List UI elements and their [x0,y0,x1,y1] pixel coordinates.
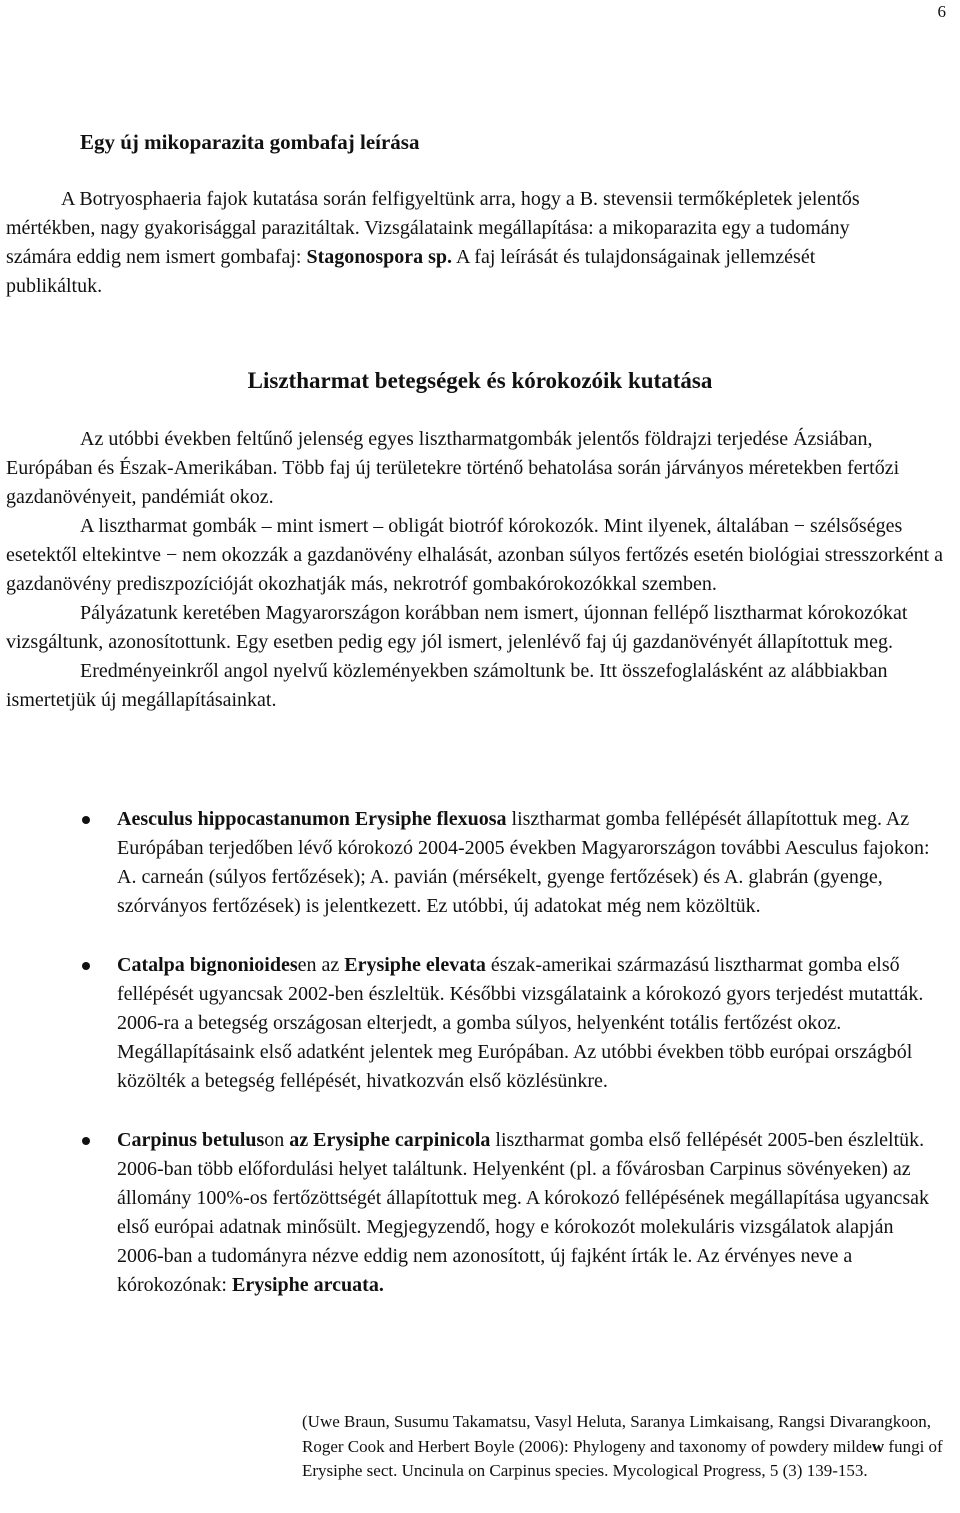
text-run: lisztharmat gomba első fellépését 2005-ben észleltük. 2006-ban több előfordulási helyet találtunk. Helyenként (pl. a fővárosban Carpinus sövényeken) az állomány 100%-os fertőzöttségét állapítottuk meg. A kórokozó fellépésének megállapítása ugyancsak első európai adatnak minősült. Megjegyzendő, hogy e kórokozót molekuláris vizsgálatok alapján 2006-ban a tudományra nézve eddig nem azonosított, új fajként írták le. Az érvényes neve a kórokozónak: [117,1129,929,1296]
bullet-icon [82,1137,90,1145]
section-title-mycoparasite: Egy új mikoparazita gombafaj leírása [80,130,420,154]
text-run: fungi of Erysiphe sect. Uncinula on Carpinus species. Mycological Progress, 5 (3) 139-153. [302,1436,943,1480]
bold-text-run: az Erysiphe carpinicola [289,1129,491,1151]
bold-text-run: Carpinus betulus [117,1129,265,1151]
section-title-powdery-mildew: Lisztharmat betegségek és kórokozóik kutatása [247,368,713,393]
findings-list [0,805,940,1330]
powdery-mildew-body [6,425,946,715]
finding-item-catalpa [0,951,940,1096]
body-paragraph: Eredményeinkről angol nyelvű közleményekben számoltunk be. Itt összefoglalásként az alábbiakban ismertetjük új megállapításainkat. [6,660,888,711]
finding-text [117,1129,929,1296]
bullet-icon [82,962,90,970]
finding-text [117,954,923,1092]
bold-text-run: Erysiphe arcuata. [231,1274,384,1296]
body-paragraph: Pályázatunk keretében Magyarországon korábban nem ismert, újonnan fellépő lisztharmat kórokozókat vizsgáltunk, azonosítottunk. Egy esetben pedig egy jól ismert, jelenlévő faj új gazdanövényét állapítottuk meg. [6,602,908,653]
reference-citation [302,1410,952,1484]
bold-text-run: w [871,1436,885,1456]
text-run: A Botryosphaeria fajok kutatása során felfigyeltünk arra, hogy a B. stevensii termőképletek jelentős mértékben, nagy gyakorisággal parazitáltak. Vizsgálataink megállapítása: a mikoparazita egy a tudomány számára eddig nem ismert gombafaj: [6,188,860,268]
text-run: A faj leírását és tulajdonságainak jellemzését publikáltuk. [6,246,816,297]
text-run: on [264,1129,290,1151]
text-run: lisztharmat gomba fellépését állapítottuk meg. Az Európában terjedőben lévő kórokozó 2004-2005 években Magyarországon további Aesculus fajokon: A. carneán (súlyos fertőzések); A. pavián (mérsékelt, gyenge fertőzések) és A. glabrán (gyenge, szórványos fertőzések) is jelentkezett. Ez utóbbi, új adatokat még nem közöltük. [117,808,930,917]
bullet-icon [82,816,90,824]
body-paragraph: A lisztharmat gombák – mint ismert – obligát biotróf kórokozók. Mint ilyenek, általában − szélsőséges esetektől eltekintve − nem okozzák a gazdanövény elhalását, azonban súlyos fertőzés esetén biológiai stresszorként a gazdanövény prediszpozícióját okozhatják más, nekrotróf gombakórokozókkal szemben. [6,515,944,595]
bold-text-run: Stagonospora sp. [306,246,453,268]
text-run: észak-amerikai származású lisztharmat gomba első fellépését ugyancsak 2002-ben észleltük. Későbbi vizsgálataink a kórokozó gyors terjedést mutatták. 2006-ra a betegség országosan elterjedt, a gomba súlyos, helyenként totális fertőzést okoz. Megállapításaink első adatként jelentek meg Európában. Az utóbbi években több európai országból közölték a betegség fellépését, hivatkozván első közlésünkre. [117,954,924,1092]
body-paragraph: Az utóbbi években feltűnő jelenség egyes lisztharmatgombák jelentős földrajzi terjedése Ázsiában, Európában és Észak-Amerikában. Több faj új területekre történő behatolása során járványos méretekben fertőzi gazdanövényeit, pandémiát okoz. [6,428,900,508]
intro-paragraph [6,185,906,301]
finding-text [117,808,930,917]
text-run: (Uwe Braun, Susumu Takamatsu, Vasyl Heluta, Saranya Limkaisang, Rangsi Divarangkoon, Roger Cook and Herbert Boyle (2006): Phylogeny and taxonomy of powdery milde [302,1412,931,1456]
bold-text-run: Aesculus hippocastanumon Erysiphe flexuosa [117,808,507,830]
finding-item-carpinus [0,1126,940,1300]
page-number: 6 [937,2,946,21]
text-run: en az [297,954,345,976]
bold-text-run: Erysiphe elevata [344,954,486,976]
bold-text-run: Catalpa bignonioides [117,954,298,976]
finding-item-aesculus [0,805,940,921]
